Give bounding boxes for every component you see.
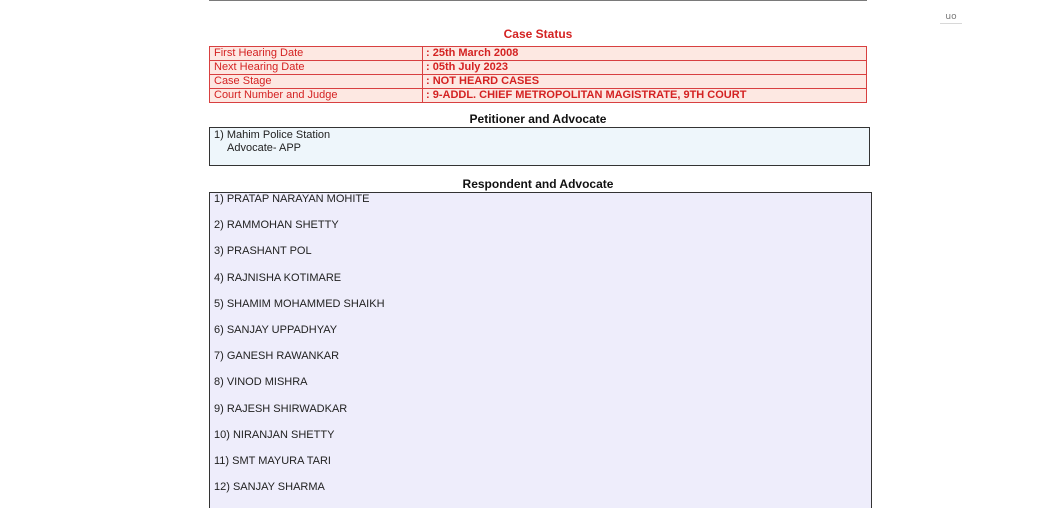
petitioner-box (209, 127, 870, 166)
respondent-item: 1) PRATAP NARAYAN MOHITE (214, 193, 370, 205)
status-value: : 05th July 2023 (426, 61, 508, 73)
status-value: : 25th March 2008 (426, 47, 519, 59)
respondent-item: 4) RAJNISHA KOTIMARE (214, 271, 342, 284)
status-value: : NOT HEARD CASES (426, 75, 540, 87)
case-status-title: Case Status (503, 27, 573, 41)
status-label: First Hearing Date (210, 47, 423, 60)
respondent-item: 6) SANJAY UPPADHYAY (214, 323, 338, 336)
respondent-item: 8) VINOD MISHRA (214, 376, 308, 389)
respondent-section-title: Respondent and Advocate (462, 177, 614, 191)
status-label: Next Hearing Date (210, 61, 423, 74)
respondent-item: 3) PRASHANT POL (214, 245, 312, 258)
status-label: Court Number and Judge (210, 89, 423, 102)
status-row-next-hearing (210, 61, 866, 75)
petitioner-advocate: Advocate- APP (227, 142, 301, 154)
respondent-item: 9) RAJESH SHIRWADKAR (214, 402, 348, 415)
top-divider (209, 0, 867, 1)
respondent-item: 5) SHAMIM MOHAMMED SHAIKH (214, 297, 385, 310)
status-value: : 9-ADDL. CHIEF METROPOLITAN MAGISTRATE, 9TH COURT (426, 89, 747, 101)
case-status-table (209, 46, 867, 103)
respondent-item: 7) GANESH RAWANKAR (214, 350, 340, 363)
status-label: Case Stage (210, 75, 423, 88)
status-row-first-hearing (210, 47, 866, 61)
status-row-case-stage (210, 75, 866, 89)
respondent-item: 12) SANJAY SHARMA (214, 481, 325, 494)
status-row-court-judge (210, 89, 866, 102)
petitioner-section-title: Petitioner and Advocate (469, 112, 607, 126)
respondent-box (209, 192, 872, 508)
respondent-item: 11) SMT MAYURA TARI (214, 454, 331, 467)
corner-mark: uo (940, 12, 962, 24)
petitioner-entry: 1) Mahim Police Station (214, 129, 331, 141)
respondent-item: 10) NIRANJAN SHETTY (214, 428, 335, 441)
respondent-item: 2) RAMMOHAN SHETTY (214, 219, 339, 232)
respondent-list (214, 193, 867, 507)
